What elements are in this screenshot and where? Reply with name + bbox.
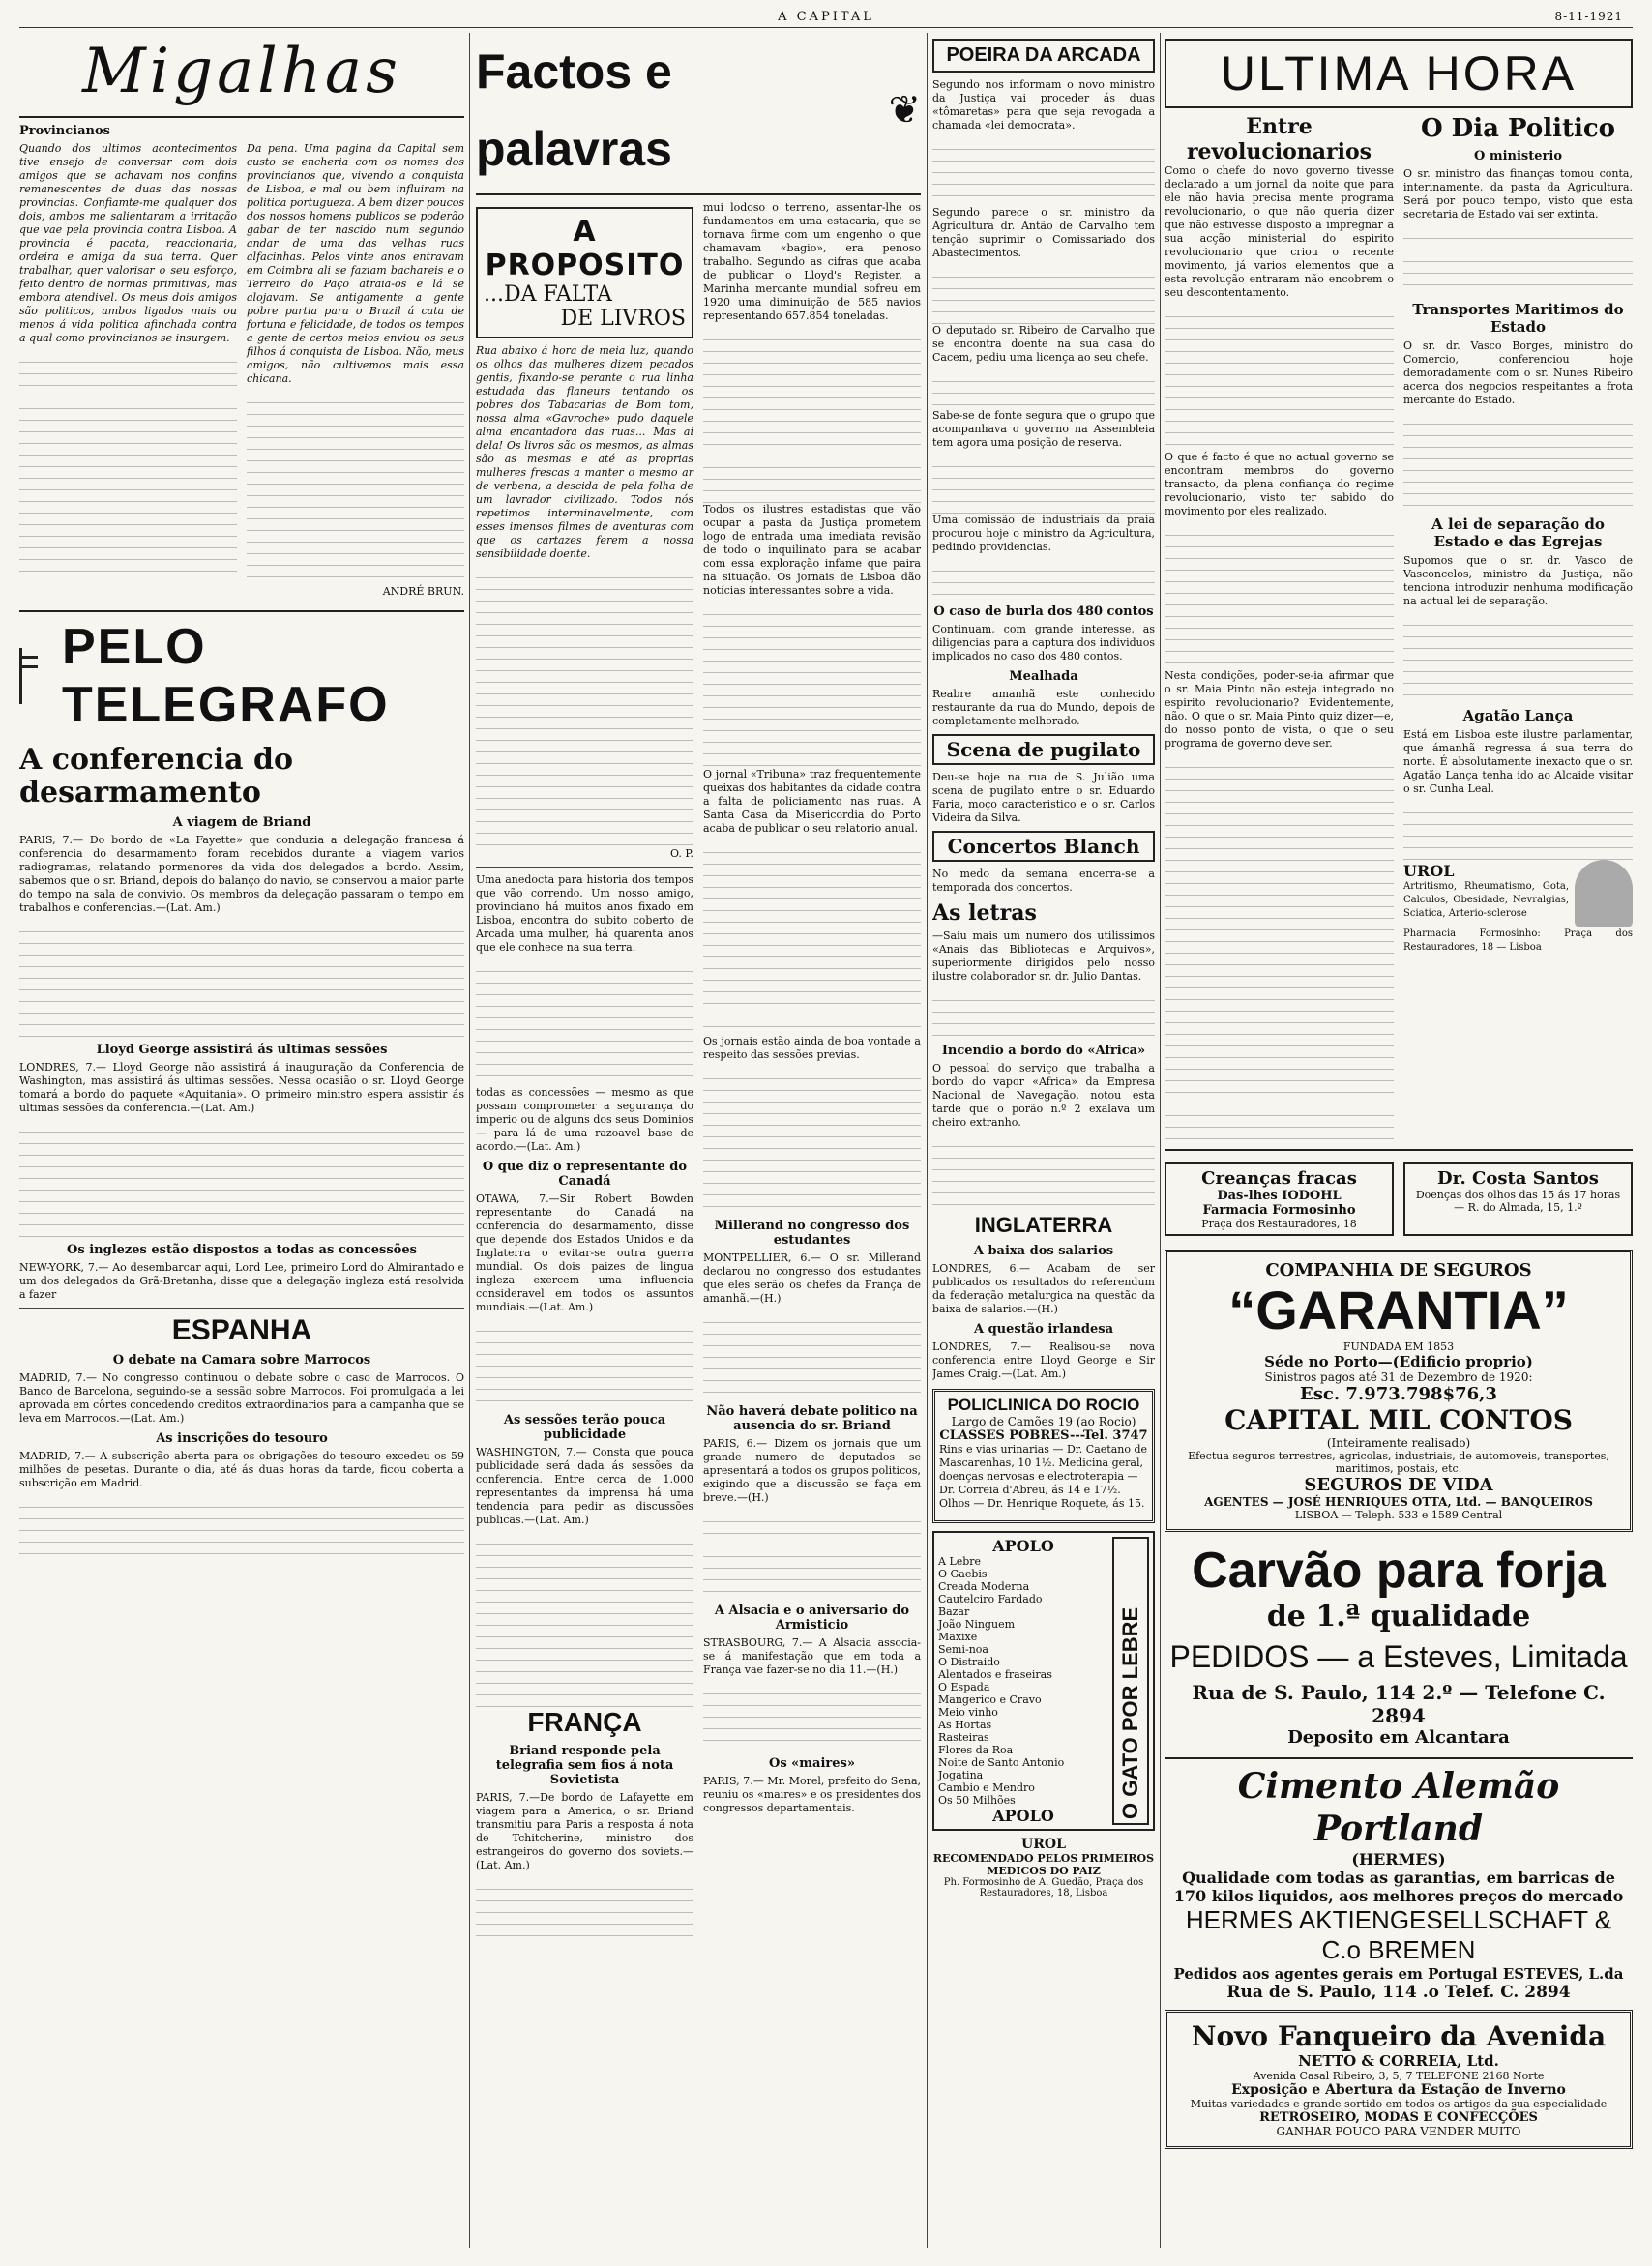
article-text: LONDRES, 7.— Realisou-se nova conferencia entre Lloyd George e Sir James Craig.—(Lat. Am.) [932, 1340, 1155, 1380]
a-proposito-subtitle: DE LIVROS [560, 307, 686, 331]
section-subtitle: Agatão Lança [1462, 707, 1574, 724]
urol-ad-2 [1403, 860, 1633, 927]
article-text: Segundo parece o sr. ministro da Agricultura dr. Antão de Carvalho tem tenção suprimir o Comissariado dos Abastecimentos. [932, 206, 1155, 259]
text-filler [703, 1068, 921, 1213]
signature: O. P. [669, 847, 693, 860]
apolo-list-item: Meio vinho [938, 1706, 998, 1719]
section-title: Entre revolucionarios [1186, 114, 1372, 164]
apolo-list-item: Mangerico e Cravo [938, 1693, 1042, 1706]
article-text: Da pena. Uma pagina da Capital sem custo se encheria com os nomes dos provincianos que, vivendo a conquista de Lisboa, e mal ou bem influiram na politica portugueza. A bem dizer poucos dos nossos homens publicos se poderão gabar de ter nascido num segundo andar de uma das velhas ruas alfacinhas. Pelos vinte anos entravam em Coimbra ali se faziam bachareis e o Terreiro do Paço atraia-os e lá se alojavam. Se antigamente a gente pobre partia para o Brazil á cata de fortuna e felicidade, de todos os tempos a gente de certos meios enviou os seus filhos á conquista de Lisboa. Não, meus amigos, não cultivemos mais essa chicana. [247, 142, 464, 385]
section-subtitle: O ministerio [1474, 149, 1562, 163]
urol-ad [932, 1837, 1155, 1898]
a-proposito-subtitle: ...DA FALTA [484, 282, 612, 307]
policlinica-address: Largo de Camões 19 (ao Rocio) [951, 1415, 1136, 1428]
text-filler [932, 560, 1155, 599]
apolo-list-item: Creada Moderna [938, 1580, 1030, 1593]
article-text: Uma anedocta para historia dos tempos que vão correndo. Um nosso amigo, provinciano há muitos anos fixado em Lisboa, encontra do subito coberto de Arcada uma mulher, há quarenta anos que ele conhece na sua terra. [476, 873, 693, 954]
cimento-ad [1165, 1765, 1633, 2002]
article-text: —Saiu mais um numero dos utilissimos «Anais das Bibliotecas e Arquivos», superiormente dirigidos pelo nosso ilustre colaborador sr. dr. Julio Dantas. [932, 929, 1155, 983]
article-text: PARIS, 7.— Mr. Morel, prefeito do Sena, reuniu os «maires» e os presidentes dos congressos departamentais. [703, 1775, 921, 1814]
policlinica-tel: CLASSES POBRES---Tel. 3747 [939, 1428, 1148, 1443]
article-text: PARIS, 7.—De bordo de Lafayette em viagem para a America, o sr. Briand transmitiu para Paris a resposta á nota de Tchitcherine, ministro dos estrangeiros do governo dos soviets.—(Lat. Am.) [476, 1791, 693, 1871]
article-text: Uma comissão de industriais da praia procurou hoje o ministro da Agricultura, pedindo providencias. [932, 514, 1155, 553]
text-filler [247, 392, 464, 585]
article-text: Sabe-se de fonte segura que o grupo que acompanhava o governo na Assembleia tem agora uma posição de reserva. [932, 409, 1155, 449]
inglaterra-title: INGLATERRA [974, 1213, 1113, 1237]
masthead-date: 8-11-1921 [1554, 10, 1623, 23]
urol-text: Artritismo, Rheumatismo, Gota, Calculos, Obesidade, Nevralgias, Sciatica, Arterio-sclerose [1403, 880, 1569, 919]
fanqueiro-company: NETTO & CORREIA, Ltd. [1298, 2052, 1499, 2070]
garantia-sede: Séde no Porto—(Edificio proprio) [1264, 1353, 1533, 1370]
carvao-pedidos: PEDIDOS — a Esteves, Limitada [1169, 1639, 1628, 1674]
policlinica-ad [932, 1389, 1155, 1523]
poeira-header [932, 39, 1155, 73]
apolo-list-item: Cambio e Mendro [938, 1781, 1035, 1794]
article-text: Como o chefe do novo governo tivesse declarado a um jornal da noite que para ele não havia precisa mente programa revolucionario, o que não queria dizer que não estivesse disposto a impregnar a sua acção ministerial do espirito revolucionario que criou o recente movimento, já varios elementos que a esta revolução entraram não encobrem o seu descontentamento. [1165, 164, 1394, 299]
text-filler [476, 567, 693, 847]
column-4 [1165, 33, 1633, 2157]
apolo-list-item: Bazar [938, 1605, 970, 1618]
text-filler [703, 1683, 921, 1751]
article-text: Continuam, com grande interesse, as diligencias para a captura dos individuos implicados no caso dos 480 contos. [932, 623, 1155, 662]
carvao-title: Carvão para forja [1192, 1543, 1606, 1599]
article-text: WASHINGTON, 7.— Consta que pouca publicidade será dada ás sessões da conferencia. Entre cerca de 1.000 representantes da imprensa há uma tendencia para pedir as discussões publicas.—(Lat. Am.) [476, 1446, 693, 1526]
column-rule [469, 33, 470, 2248]
costa-text: Doenças dos olhos das 15 ás 17 horas — R. do Almada, 15, 1.º [1415, 1189, 1621, 1214]
text-filler [19, 1121, 464, 1237]
fanqueiro-retroseiro: RETROSEIRO, MODAS E CONFECÇÕES [1259, 2110, 1538, 2125]
garantia-esc: Esc. 7.973.798$76,3 [1300, 1384, 1497, 1404]
article-text: MADRID, 7.— A subscrição aberta para os obrigações do tesouro excedeu os 59 milhões de pesetas. Durante o dia, até ás duas horas da tarde, ficou coberta a subscrição em Madrid. [19, 1450, 464, 1489]
cimento-company: HERMES AKTIENGESELLSCHAFT & [1185, 1905, 1612, 1934]
section-subtitle: A lei de separação do Estado e das Egrejas [1431, 515, 1605, 550]
apolo-list [938, 1555, 1108, 1807]
apolo-list-item: Alentados e fraseiras [938, 1668, 1052, 1681]
masthead [19, 6, 1633, 28]
creancas-ad [1165, 1162, 1394, 1236]
portrait-figure [1575, 860, 1633, 927]
article-text: Rua abaixo á hora de meia luz, quando os olhos das mulheres dizem pecados gentis, fixando-se perante o rua linha estudada das flaneurs tentando os pobres dos Tabacarias de Bom tom, nossa alma «Gavroche» pudo daquele alma encantadora das ruas... Mas ai dela! Os livros são os mesmos, as almas são as mesmas e até as proprias mulheres frescas a manter o mesmo ar de verbena, a descida de pela folha de um lavrador civilizado. Todos nós repetimos interminavelmente, com esses imensos filmes de aventuras com que os cartazes ferem a nossa sensibilidade doente. [476, 344, 693, 560]
carvao-ad [1165, 1542, 1633, 1748]
text-filler [932, 1135, 1155, 1213]
column-rule [927, 33, 928, 2248]
apolo-list-item: O Gaebis [938, 1568, 988, 1580]
policlinica-title: POLICLINICA DO ROCIO [947, 1396, 1140, 1414]
article-text: todas as concessões — mesmo as que possam comprometer a segurança do imperio ou de alguns dos seus Dominios — para lá de uma razoavel base de acordo.—(Lat. Am.) [476, 1086, 693, 1153]
garantia-agentes: AGENTES — JOSÉ HENRIQUES OTTA, Ltd. — BANQUEIROS [1204, 1495, 1593, 1509]
factos-header [476, 33, 921, 188]
column-1 [19, 33, 464, 1554]
article-text: O sr. dr. Vasco Borges, ministro do Comercio, conferenciou hoje demoradamente com o sr. Nunes Ribeiro acerca dos negocios respeitantes a frota mercante do Estado. [1403, 339, 1633, 406]
conference-title: A conferencia do desarmamento [19, 743, 294, 809]
article-text: Deu-se hoje na rua de S. Julião uma scena de pugilato entre o sr. Eduardo Faria, moço caracteristico e o sr. Carlos Videira da Silva. [932, 771, 1155, 824]
column-rule [1160, 33, 1161, 2248]
garantia-sinistros: Sinistros pagos até 31 de Dezembro de 1920: [1264, 1370, 1533, 1384]
scena-title: Scena de pugilato [932, 734, 1155, 765]
urol-title: UROL [1021, 1837, 1066, 1852]
article-text: O jornal «Tribuna» traz frequentemente queixas dos habitantes da cidade contra a falta de policiamento nas ruas. A Santa Casa da Misericordia do Porto acaba de publicar o seu relatorio anual. [703, 768, 921, 835]
apolo-list-item: A Lebre [938, 1555, 982, 1568]
column-2 [476, 33, 921, 1936]
garantia-name: “GARANTIA” [1228, 1280, 1569, 1340]
apolo-list-item: As Hortas [938, 1719, 992, 1731]
fanqueiro-exposicao: Exposição e Abertura da Estação de Inverno [1231, 2082, 1566, 2098]
text-filler [19, 351, 237, 574]
telegrafo-header [19, 618, 464, 734]
carvao-sub: de 1.ª qualidade [1266, 1600, 1531, 1633]
section-subtitle: A baixa dos salarios [973, 1244, 1114, 1258]
a-proposito-title: A PROPOSITO [485, 215, 685, 282]
apolo-title: APOLO [992, 1537, 1054, 1555]
article-text: Reabre amanhã este conhecido restaurante da rua do Mundo, depois de completamente melhorado. [932, 688, 1155, 727]
fanqueiro-ad [1165, 2010, 1633, 2149]
carvao-rua: Rua de S. Paulo, 114 2.º — Telefone C. 2894 [1192, 1681, 1606, 1727]
policlinica-text: Rins e vias urinarias — Dr. Caetano de Mascarenhas, 10 1½. Medicina geral, doenças nervosas e electroterapia — Dr. Correia d'Abreu, ás 14 e 17½. Olhos — Dr. Henrique Roquete, ás 15. [939, 1443, 1148, 1510]
article-text: PARIS, 6.— Dizem os jornais que um grande numero de deputados se apresentará a todos os grupos politicos, exigindo que a discussão se faça em breve.—(H.) [703, 1437, 921, 1504]
espanha-title: ESPANHA [171, 1314, 312, 1346]
article-text: OTAWA, 7.—Sir Robert Bowden representante do Canadá na conferencia do desarmamento, disse que depende dos Estados Unidos e da Inglaterra o evitar-se outra guerra mundial. Os dois paizes de lingua ingleza exercem uma influencia consideravel em todos os assuntos mundiais.—(Lat. Am.) [476, 1192, 693, 1313]
garantia-fundada: FUNDADA EM 1853 [1342, 1340, 1455, 1353]
migalhas-heading: Migalhas [82, 36, 401, 107]
article-text: O que é facto é que no actual governo se encontram membros do governo transacto, da plena confiança do regime revolucionario, visto ter sabido do movimento por eles realizado. [1165, 451, 1394, 517]
garantia-int: (Inteiramente realisado) [1326, 1436, 1471, 1450]
letras-title: As letras [932, 900, 1037, 926]
text-filler [1165, 524, 1394, 669]
text-filler [932, 266, 1155, 324]
garantia-vida: SEGUROS DE VIDA [1304, 1475, 1493, 1495]
article-text: Segundo nos informam o novo ministro da Justiça vai proceder ás duas «tômaretas» para que seja revogada a chamada «lei democrata». [932, 78, 1155, 132]
apolo-list-item: Maxixe [938, 1631, 978, 1643]
urol-title: UROL [1403, 861, 1455, 880]
section-subtitle: Transportes Maritimos do Estado [1412, 301, 1624, 336]
section-subtitle: Os «maires» [769, 1756, 855, 1771]
urol-text: RECOMENDADO PELOS PRIMEIROS MEDICOS DO PAIZ [932, 1852, 1155, 1877]
text-filler [1403, 227, 1633, 295]
article-text: Os jornais estão ainda de boa vontade a respeito das sessões previas. [703, 1035, 921, 1061]
article-text: O deputado sr. Ribeiro de Carvalho que se encontra doente na sua casa do Cacem, pediu uma licença ao seu chefe. [932, 324, 1155, 364]
text-filler [1165, 756, 1394, 988]
poeira-title: POEIRA DA ARCADA [946, 44, 1141, 66]
telegraph-pole-icon [19, 648, 54, 704]
article-text: MADRID, 7.— No congresso continuou o debate sobre o caso de Marrocos. O Banco de Barcelona, seguindo-se a sessão sobre Marrocos. Foi promulgada a lei aprovada em côrtes concedendo creditos extraordinarios para a campanha que se leva em Marrocos.—(Lat. Am.) [19, 1371, 464, 1425]
garantia-address: LISBOA — Teleph. 533 e 1589 Central [1294, 1509, 1503, 1521]
fanqueiro-slogan: GANHAR POUCO PARA VENDER MUITO [1276, 2125, 1521, 2138]
article-text: O sr. ministro das finanças tomou conta, interinamente, da pasta da Agricultura. Será por pouco tempo, visto que esta secretaria de Estado vai ser extinta. [1403, 167, 1633, 221]
coffee-beans-icon: ❦ [888, 88, 921, 132]
carvao-deposito: Deposito em Alcantara [1287, 1727, 1510, 1748]
apolo-ad [932, 1531, 1155, 1831]
article-text: No medo da semana encerra-se a temporada dos concertos. [932, 868, 1155, 894]
garantia-capital: CAPITAL MIL CONTOS [1224, 1404, 1573, 1436]
text-filler [1403, 614, 1633, 701]
apolo-list-item: Flores da Roa [938, 1744, 1014, 1756]
ultima-hora-title: ULTIMA HORA [1220, 46, 1578, 101]
text-filler [703, 603, 921, 768]
apolo-list-item: O Espada [938, 1681, 990, 1693]
garantia-head: COMPANHIA DE SEGUROS [1265, 1260, 1532, 1280]
article-text: Quando dos ultimos acontecimentos tive ensejo de conversar com dois amigos que se achavam nos confins remanescentes de duas das nossas provincias. Confiamte-me qualquer dos dois, ambos me salientaram a irritação que vae pela provincia contra Lisboa. A provincia é pacata, reaccionaria, ordeira e amiga da sua terra. Quer trabalhar, quer valorisar o seu esforço, feito dentro de normas primitivas, mas embora atendivel. Os meus dois amigos são politicos, ambos ligados mais ou menos á vida politica afinchada contra a qual como provincianos se insurgem. [19, 142, 237, 344]
urol-address: Ph. Formosinho de A. Guedão, Praça dos Restauradores, 18, Lisboa [943, 1877, 1144, 1898]
apolo-list-item: O Distraido [938, 1656, 1000, 1668]
article-text: Supomos que o sr. dr. Vasco de Vasconcelos, ministro da Justiça, não tenciona introduzir nenhuma modificação na actual lei de separação. [1403, 554, 1633, 607]
signature: ANDRÉ BRUN. [382, 585, 464, 598]
section-subtitle: As inscrições do tesouro [156, 1431, 328, 1446]
section-subtitle: Briand responde pela telegrafia sem fios á nota Sovietista [495, 1744, 674, 1787]
text-filler [932, 989, 1155, 1038]
text-filler [703, 329, 921, 503]
cimento-pedidos: Pedidos aos agentes gerais em Portugal ESTEVES, L.da [1173, 1965, 1624, 1983]
section-title: O Dia Politico [1420, 114, 1616, 143]
concertos-title: Concertos Blanch [932, 831, 1155, 862]
telegrafo-title: PELO TELEGRAFO [61, 619, 390, 733]
garantia-ad [1165, 1250, 1633, 1532]
text-filler [1165, 306, 1394, 451]
section-subtitle: A viagem de Briand [172, 815, 311, 830]
text-filler [932, 456, 1155, 514]
cimento-rua: Rua de S. Paulo, 114 .o Telef. C. 2894 [1226, 1983, 1571, 2002]
text-filler [703, 1311, 921, 1398]
section-subtitle: Os inglezes estão dispostos a todas as concessões [67, 1243, 417, 1257]
section-subtitle: Não haverá debate politico na ausencia do sr. Briand [706, 1404, 918, 1433]
apolo-list-item: João Ninguem [938, 1618, 1016, 1631]
section-subtitle: Lloyd George assistirá ás ultimas sessões [96, 1043, 388, 1057]
text-filler [19, 921, 464, 1037]
apolo-list-item: Rasteiras [938, 1731, 989, 1744]
fanqueiro-address: Avenida Casal Ribeiro, 3, 5, 7 TELEFONE 2168 Norte [1253, 2070, 1545, 2082]
franca-title: FRANÇA [527, 1707, 642, 1737]
costa-title: Dr. Costa Santos [1437, 1168, 1599, 1189]
text-filler [476, 1320, 693, 1407]
a-proposito-box [476, 207, 693, 338]
apolo-list-item: Cautelciro Fardado [938, 1593, 1043, 1605]
apolo-list-item: Os 50 Milhões [938, 1794, 1016, 1807]
ultima-hora-header [1165, 39, 1633, 108]
text-filler [476, 960, 693, 1086]
section-subtitle: Incendio a bordo do «Africa» [941, 1044, 1146, 1058]
cimento-text: Qualidade com todas as garantias, em barricas de 170 kilos liquidos, aos melhores preços do mercado [1173, 1869, 1624, 1905]
section-subtitle: Mealhada [1009, 669, 1078, 684]
apolo-side-title: O GATO POR LEBRE [1112, 1537, 1149, 1825]
urol-address: Pharmacia Formosinho: Praça dos Restauradores, 18 — Lisboa [1403, 928, 1633, 953]
article-text: Todos os ilustres estadistas que vão ocupar a pasta da Justiça prometem logo de entrada uma imediata revisão de todo o inquilinato para se acabar com essa exploração infame que paira na situação. Os jornais de Lisboa dão notícias interessantes sobre a vida. [703, 503, 921, 597]
text-filler [19, 1496, 464, 1554]
article-text: mui lodoso o terreno, assentar-lhe os fundamentos em uma estacaria, que se tornava firme com um engenho o que chamavam «bagio», era penoso trabalho. Segundo as cifras que acaba de publicar o Lloyd's Register, a Marinha mercante mundial sofreu em 1920 uma diminuição de 585 navios representando 657.854 toneladas. [703, 201, 921, 322]
section-subtitle: O debate na Camara sobre Marrocos [112, 1353, 371, 1368]
creancas-sub: Das-lhes IODOHL [1217, 1189, 1342, 1203]
article-text: PARIS, 7.— Do bordo de «La Fayette» que conduzia a delegação francesa á conferencia do desarmamento foram recebidos durante a viagem varios radiogramas, relatando pormenores da vida dos delegados a bordo. Assim, sabemos que o sr. Briand, depois do balanço do navio, se conservou a maior parte do tempo na sala de convivio. Os membros da delegação passaram o tempo em trabalhos e conferencias.—(Lat. Am.) [19, 834, 464, 914]
article-text: MONTPELLIER, 6.— O sr. Millerand declarou no congresso dos estudantes que eles serão os chefes da França de amanhã.—(H.) [703, 1251, 921, 1305]
article-text: LONDRES, 7.— Lloyd George não assistirá á inauguração da Conferencia de Washington, mas assistirá ás ultimas sessões. Nessa ocasião o sr. Lloyd George tomará a bordo do paquete «Aquitania». O primeiro ministro espera assistir ás ultimas sessões da conferencia.—(Lat. Am.) [19, 1061, 464, 1114]
article-text: LONDRES, 6.— Acabam de ser publicados os resultados do referendum da federação metalurgica na questão da baixa de salarios.—(H.) [932, 1262, 1155, 1315]
section-subtitle: As sessões terão pouca publicidade [503, 1413, 666, 1442]
costa-santos-ad [1403, 1162, 1633, 1236]
text-filler [932, 138, 1155, 206]
text-filler [476, 1878, 693, 1936]
section-subtitle: O que diz o representante do Canadá [482, 1160, 688, 1189]
apolo-list-item: Jogatina [938, 1769, 984, 1781]
section-subtitle: A questão irlandesa [973, 1322, 1114, 1337]
section-subtitle: A Alsacia e o aniversario do Armisticio [714, 1604, 910, 1633]
column-3 [932, 33, 1155, 1898]
apolo-list-item: Semi-noa [938, 1643, 988, 1656]
article-text: NEW-YORK, 7.— Ao desembarcar aqui, Lord Lee, primeiro Lord do Almirantado e um dos delegados da Grã-Bretanha, disse que a delegação ingleza está resolvida a fazer [19, 1261, 464, 1301]
cimento-title: Cimento Alemão Portland [1237, 1766, 1560, 1849]
article-text: Nesta condições, poder-se-ia afirmar que o sr. Maia Pinto não esteja integrado no espirito revolucionario? Evidentemente, não. O que o sr. Maia Pinto quiz dizer—e, do nosso ponto de vista, o que o seu programa de governo deve ser. [1165, 669, 1394, 750]
text-filler [1403, 413, 1633, 510]
creancas-address: Praça dos Restauradores, 18 [1201, 1218, 1357, 1230]
section-subtitle: O caso de burla dos 480 contos [933, 604, 1154, 619]
article-text: Está em Lisboa este ilustre parlamentar, que ámanhã regressa á sua terra do norte. É absolutamente inexacto que o sr. Agatão Lança tenha ido ao Alcaide visitar o sr. Cunha Leal. [1403, 728, 1633, 795]
creancas-farmacia: Farmacia Formosinho [1202, 1203, 1356, 1218]
text-filler [1403, 802, 1633, 860]
text-filler [1165, 988, 1394, 1143]
section-title: Provincianos [19, 124, 110, 138]
cimento-company2: C.o BREMEN [1321, 1935, 1476, 1964]
text-filler [476, 1533, 693, 1707]
cimento-sub: (HERMES) [1351, 1850, 1446, 1869]
text-filler [932, 370, 1155, 409]
masthead-title: A CAPITAL [778, 9, 874, 24]
article-text: O pessoal do serviço que trabalha a bordo do vapor «Africa» da Empresa Nacional de Navegação, notou esta tarde que o porão n.º 2 exalava um cheiro extranho. [932, 1062, 1155, 1129]
apolo-list-item: Noite de Santo Antonio [938, 1756, 1065, 1769]
factos-title: Factos e palavras [476, 44, 672, 176]
garantia-text: Efectua seguros terrestres, agricolas, industriais, de automoveis, transportes, maritimos, postais, etc. [1188, 1450, 1609, 1475]
article-text: STRASBOURG, 7.— A Alsacia associa-se á manifestação que em toda a França vae fazer-se no dia 11.—(H.) [703, 1636, 921, 1676]
fanqueiro-text: Muitas variedades e grande sortido em todos os artigos da sua especialidade [1190, 2098, 1608, 2110]
text-filler [703, 841, 921, 1035]
section-subtitle: Millerand no congresso dos estudantes [714, 1219, 910, 1248]
text-filler [703, 1511, 921, 1598]
creancas-title: Creanças fracas [1201, 1168, 1357, 1189]
apolo-footer: APOLO [992, 1807, 1054, 1825]
fanqueiro-title: Novo Fanqueiro da Avenida [1191, 2020, 1607, 2052]
